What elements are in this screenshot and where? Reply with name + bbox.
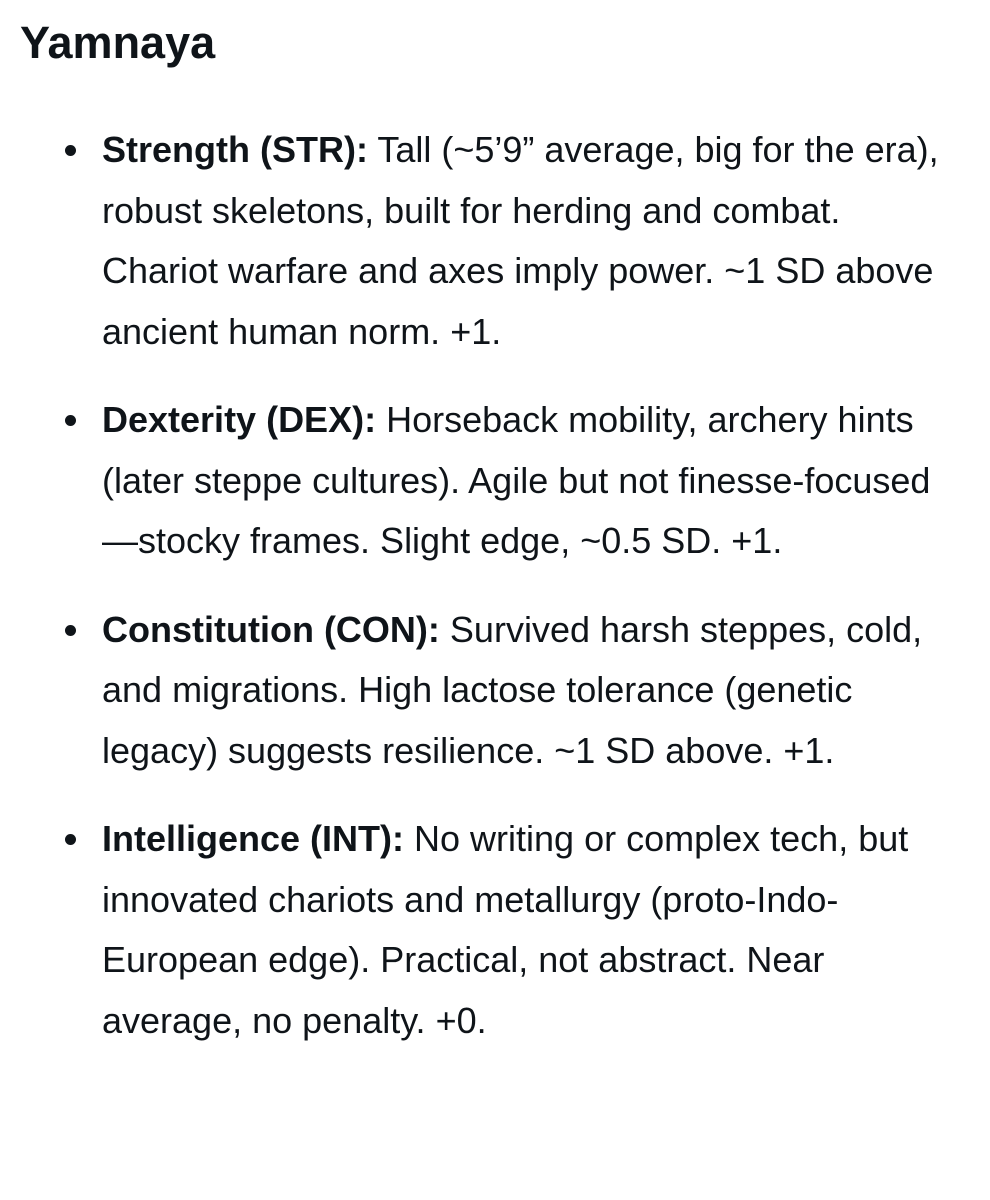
list-item-dexterity [0,390,990,572]
item-text: Horseback mobility, archery hints (later steppe cultures). Agile but not finesse-focused—stocky frames. Slight edge, ~0.5 SD. +1. [102,399,931,561]
item-text: Survived harsh steppes, cold, and migrations. High lactose tolerance (genetic legacy) suggests resilience. ~1 SD above. +1. [102,608,923,771]
item-term: Strength (STR): [102,129,368,170]
section-title: Yamnaya [20,17,216,68]
item-term: Constitution (CON): [102,608,440,650]
item-term: Intelligence (INT): [102,818,405,859]
list-item-strength [0,120,990,362]
bullet-icon [65,834,76,845]
item-term: Dexterity (DEX): [102,399,377,440]
bullet-icon [65,415,76,426]
item-text: Tall (~5’9” average, big for the era), robust skeletons, built for herding and combat. Chariot warfare and axes imply power. ~1 SD above ancient human norm. +1. [102,129,939,352]
list-item-intelligence [0,809,990,1051]
list-item-constitution [0,600,990,782]
bullet-icon [65,145,76,156]
bullet-icon [65,625,76,636]
item-text: No writing or complex tech, but innovated chariots and metallurgy (proto-Indo-European edge). Practical, not abstract. Near average, no penalty. +0. [102,818,909,1041]
attribute-list [0,120,990,1079]
